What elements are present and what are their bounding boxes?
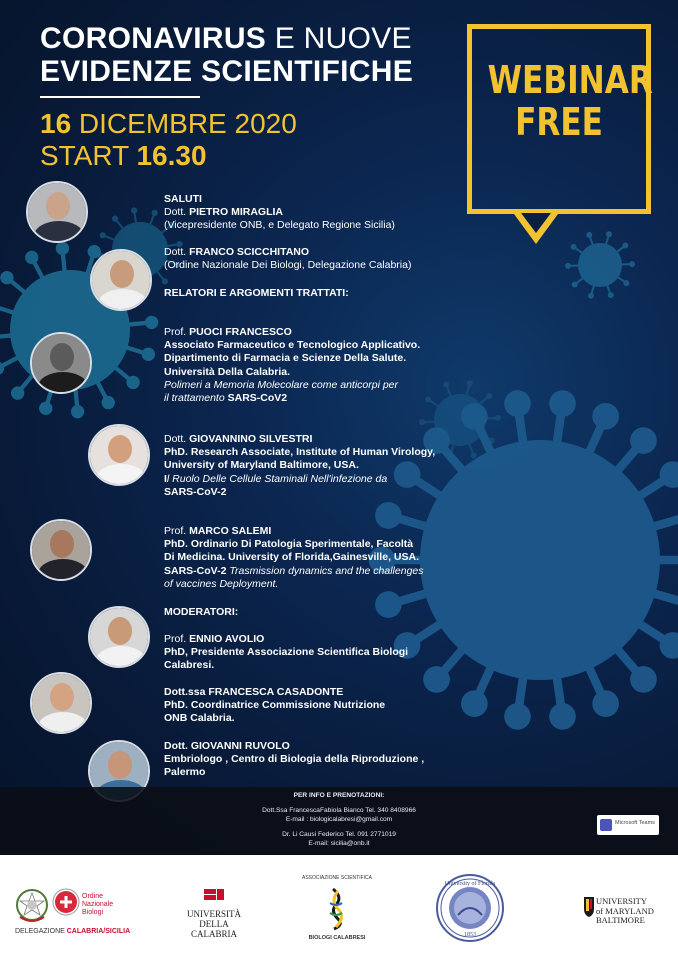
title-line2: EVIDENZE SCIENTIFICHE [40, 55, 414, 88]
biologi-calabresi-logo-icon [302, 875, 373, 941]
unical-logo-icon [204, 889, 224, 900]
start-label: START [40, 140, 137, 171]
talk-title: Trasmission dynamics and the challenges [226, 564, 424, 577]
florida-seal-text: University of Florida [444, 881, 496, 887]
contact-2-email[interactable]: E-mail: sicilia@onb.it [308, 840, 370, 847]
date-day: 16 [40, 108, 72, 139]
florida-seal-year: 1853 [464, 932, 476, 938]
moderatori-heading-block [164, 606, 238, 619]
talk-title: Polimeri a Memoria Molecolare come anticorpi per [164, 378, 399, 391]
relatore-3: Prof. MARCO SALEMI PhD. Ordinario Di Patologia Sperimentale, Facoltà Di Medicina. University of Florida,Gainesville, USA. SARS-CoV-2 Trasmission dynamics and the challenges of vaccines Deployment. [164, 525, 424, 590]
date-month-year: DICEMBRE 2020 [71, 108, 297, 139]
title-line1-bold: CORONAVIRUS [40, 22, 267, 55]
umd-logo-text: UNIVERSITY of MARYLAND BALTIMORE [596, 896, 654, 925]
contact-info-bar [0, 787, 678, 855]
photo-puoci-francesco [30, 332, 92, 394]
moderatori-heading: MODERATORI: [164, 606, 239, 618]
photo-francesca-casadonte [30, 672, 92, 734]
biologi-calabresi-top-text: ASSOCIAZIONE SCIENTIFICA [301, 875, 373, 881]
title-divider [40, 96, 200, 98]
contact-1: Dott.Ssa FrancescaFabiola Bianco Tel. 340 8408966 [262, 807, 416, 814]
start-time: 16.30 [136, 140, 207, 171]
info-heading: PER INFO E PRENOTAZIONI: [293, 792, 385, 799]
partner-logos-strip [0, 855, 678, 960]
biologi-calabresi-bottom-text: BIOLOGI CALABRESI [308, 935, 366, 941]
onb-logo-icon [53, 889, 79, 915]
teams-icon [600, 819, 612, 831]
webinar-free-badge [467, 24, 651, 214]
speaker-name: PIETRO MIRAGLIA [189, 206, 284, 219]
delegazione-text: DELEGAZIONE CALABRIA/SICILIA [15, 928, 131, 935]
photo-franco-scicchitano [90, 249, 152, 311]
relatori-heading-block [164, 287, 349, 300]
photo-giovannino-silvestri [88, 424, 150, 486]
speaker-name: FRANCO SCICCHITANO [189, 246, 310, 258]
photo-marco-salemi [30, 519, 92, 581]
moderatore-2: Dott.ssa FRANCESCA CASADONTE PhD. Coordinatrice Commissione Nutrizione ONB Calabria. [164, 686, 386, 725]
speaker-role: (Ordine Nazionale Dei Biologi, Delegazione Calabria) [164, 259, 412, 272]
moderatore-3: Dott. GIOVANNI RUVOLO Embriologo , Centro di Biologia della Riproduzione , Palermo [164, 740, 425, 779]
italian-republic-emblem-icon [17, 890, 47, 921]
relatore-1: Prof. PUOCI FRANCESCO Associato Farmaceutico e Tecnologico Applicativo. Dipartimento di Farmacia e Scienze Della Salute. Università Della Calabria. Polimeri a Memoria Molecolare come anticorpi per il trattamento SARS-CoV2 [164, 326, 421, 405]
badge-line2: FREE [515, 100, 603, 144]
speaker-name: GIOVANNI RUVOLO [190, 740, 290, 752]
speaker-name: FRANCESCA CASADONTE [208, 686, 344, 698]
microsoft-teams-logo: Microsoft Teams [597, 815, 659, 835]
university-of-florida-seal-icon [437, 875, 503, 941]
speaker-name: PUOCI FRANCESCO [189, 326, 292, 338]
photo-pietro-miraglia [26, 181, 88, 243]
speaker-name: GIOVANNINO SILVESTRI [189, 433, 313, 445]
event-title [40, 22, 413, 88]
saluti-speaker-2: Dott. FRANCO SCICCHITANO (Ordine Nazionale Dei Biologi, Delegazione Calabria) [164, 246, 412, 272]
saluti-heading: SALUTI [164, 193, 202, 205]
speaker-name: MARCO SALEMI [189, 525, 272, 537]
relatore-2: Dott. GIOVANNINO SILVESTRI PhD. Research Associate, Institute of Human Virology, University of Maryland Baltimore, USA. Il Ruolo Delle Cellule Staminali Nell'infezione da SARS-CoV-2 [164, 433, 436, 498]
title-line1-light: E NUOVE [266, 22, 412, 55]
talk-title: l Ruolo Delle Cellule Staminali Nell'infezione da [166, 472, 388, 485]
relatori-heading: RELATORI E ARGOMENTI TRATTATI: [164, 287, 349, 299]
badge-line1: WEBINAR [487, 58, 653, 102]
umd-shield-icon [584, 897, 594, 917]
unical-logo-text: UNIVERSITÀ DELLA CALABRIA [187, 909, 241, 939]
speaker-role: (Vicepresidente ONB, e Delegato Regione Sicilia) [164, 219, 395, 232]
event-date [40, 108, 297, 172]
onb-logo-text: Ordine Nazionale Biologi [82, 893, 114, 916]
contact-2: Dr. Li Causi Federico Tel. 091 2771019 [282, 831, 396, 838]
moderatore-1: Prof. ENNIO AVOLIO PhD, Presidente Associazione Scientifica Biologi Calabresi. [164, 633, 409, 672]
contact-1-email[interactable]: E-mail : biologicalabresi@gmail.com [285, 816, 393, 823]
saluti-section: SALUTI Dott. PIETRO MIRAGLIA (Vicepresidente ONB, e Delegato Regione Sicilia) [164, 193, 395, 232]
photo-ennio-avolio [88, 606, 150, 668]
speaker-name: ENNIO AVOLIO [189, 633, 265, 645]
virus-particle [565, 231, 635, 298]
